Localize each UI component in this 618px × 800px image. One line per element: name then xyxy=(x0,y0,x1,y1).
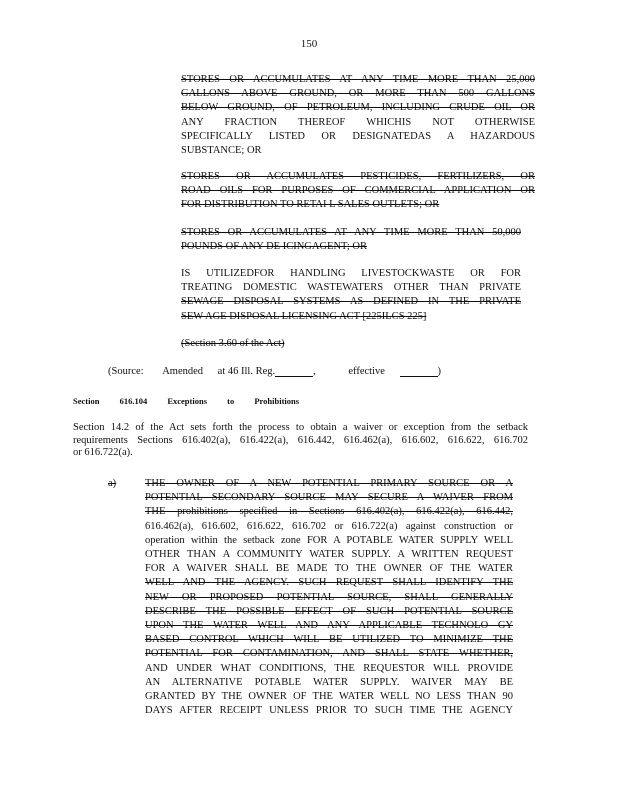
block4-line: SEWAGE DISPOSAL SYSTEMS AS DEFINED IN THE PRIVATE xyxy=(181,296,521,308)
source-comma: , xyxy=(313,366,316,377)
register-blank xyxy=(275,366,313,377)
block2-line: STORES OR ACCUMULATES PESTICIDES, FERTILIZERS, OR xyxy=(181,171,535,182)
item-a-line: operation within the setback zone FOR A POTABLE WATER SUPPLY WELL xyxy=(145,534,513,546)
source-close: ) xyxy=(437,366,442,377)
block4-line: SEW AGE DISPOSAL LICENSING ACT [225ILCS 225] xyxy=(181,310,427,322)
block1-line: STORES OR ACCUMULATES AT ANY TIME MORE THAN 25,000 xyxy=(181,74,535,85)
block3-line: POUNDS OF ANY DE ICINGAGENT; OR xyxy=(181,241,367,253)
block1-line: SPECIFICALLY LISTED OR DESIGNATEDAS A HAZARDOUS xyxy=(181,130,535,142)
item-a-line: BASED CONTROL WHICH WILL BE UTILIZED TO MINIMIZE THE xyxy=(145,634,513,646)
block1-line: SUBSTANCE; OR xyxy=(181,145,262,156)
section-heading xyxy=(73,396,317,406)
item-a-line: POTENTIAL SECONDARY SOURCE MAY SECURE A WAIVER FROM xyxy=(145,492,513,504)
intro-line: or 616.722(a). xyxy=(73,447,133,458)
block4-line: TREATING DOMESTIC WASTEWATERS OTHER THAN PRIVATE xyxy=(181,282,521,294)
block1-line: ANY FRACTION THEREOF WHICHIS NOT OTHERWISE xyxy=(181,116,535,128)
block1-line: BELOW GROUND, OF PETROLEUM, INCLUDING CRUDE OIL OR xyxy=(181,102,535,114)
section-label: Section xyxy=(73,396,100,406)
source-amended: Amended xyxy=(162,366,204,377)
block2-line: ROAD OILS FOR PURPOSES OF COMMERCIAL APPLICATION OR xyxy=(181,185,535,197)
block4-line: IS UTILIZEDFOR HANDLING LIVESTOCKWASTE OR FOR xyxy=(181,268,521,279)
page-number: 150 xyxy=(300,38,318,50)
item-a-line: FOR A WAIVER SHALL BE MADE TO THE OWNER OF THE WATER xyxy=(145,563,513,575)
effective-blank xyxy=(400,366,438,377)
block3-line: STORES OR ACCUMULATES AT ANY TIME MORE THAN 50,000 xyxy=(181,227,521,238)
section-title-1: Exceptions xyxy=(167,396,207,406)
item-a-line: THE prohibitions specified in Sections 616.402(a), 616.422(a), 616.442, xyxy=(145,506,513,518)
block2-line: FOR DISTRIBUTION TO RETAI L SALES OUTLETS; OR xyxy=(181,199,440,211)
item-a-line: AND UNDER WHAT CONDITIONS, THE REQUESTOR WILL PROVIDE xyxy=(145,662,513,674)
item-a-line: DAYS AFTER RECEIPT UNLESS PRIOR TO SUCH TIME THE AGENCY xyxy=(145,705,513,717)
act-citation: (Section 3.60 of the Act) xyxy=(181,338,285,349)
source-note xyxy=(108,366,441,377)
item-a-line: DESCRIBE THE POSSIBLE EFFECT OF SUCH POTENTIAL SOURCE xyxy=(145,605,513,617)
section-title-2: to xyxy=(227,396,235,406)
section-title-3: Prohibitions xyxy=(254,396,300,406)
item-a-line: NEW OR PROPOSED POTENTIAL SOURCE, SHALL GENERALLY xyxy=(145,591,513,603)
item-a-line: 616.462(a), 616.602, 616.622, 616.702 or 616.722(a) against construction or xyxy=(145,520,513,532)
section-id: 616.104 xyxy=(119,396,148,406)
intro-line: requirements Sections 616.402(a), 616.422(a), 616.442, 616.462(a), 616.602, 616.622, 616.702 xyxy=(73,434,528,446)
item-a-line: WELL AND THE AGENCY. SUCH REQUEST SHALL IDENTIFY THE xyxy=(145,577,513,589)
item-a-line: THE OWNER OF A NEW POTENTIAL PRIMARY SOURCE OR A xyxy=(145,478,513,489)
item-a-line: AN ALTERNATIVE POTABLE WATER SUPPLY. WAIVER MAY BE xyxy=(145,676,513,688)
intro-line: Section 14.2 of the Act sets forth the process to obtain a waiver or exception from the setback xyxy=(73,422,528,433)
item-a-line: UPON THE WATER WELL AND ANY APPLICABLE TECHNOLO GY xyxy=(145,620,513,631)
item-a-line: GRANTED BY THE OWNER OF THE WATER WELL NO LESS THAN 90 xyxy=(145,691,513,702)
source-open: (Source: xyxy=(108,366,144,377)
source-effective: effective xyxy=(348,366,385,377)
item-a-label: a) xyxy=(108,478,117,489)
item-a-line: POTENTIAL FOR CONTAMINATION, AND SHALL STATE WHETHER, xyxy=(145,648,513,660)
block1-line: GALLONS ABOVE GROUND, OR MORE THAN 500 GALLONS xyxy=(181,88,535,100)
source-register: at 46 Ill. Reg. xyxy=(217,366,276,377)
item-a-line: OTHER THAN A COMMUNITY WATER SUPPLY. A WRITTEN REQUEST xyxy=(145,549,513,560)
